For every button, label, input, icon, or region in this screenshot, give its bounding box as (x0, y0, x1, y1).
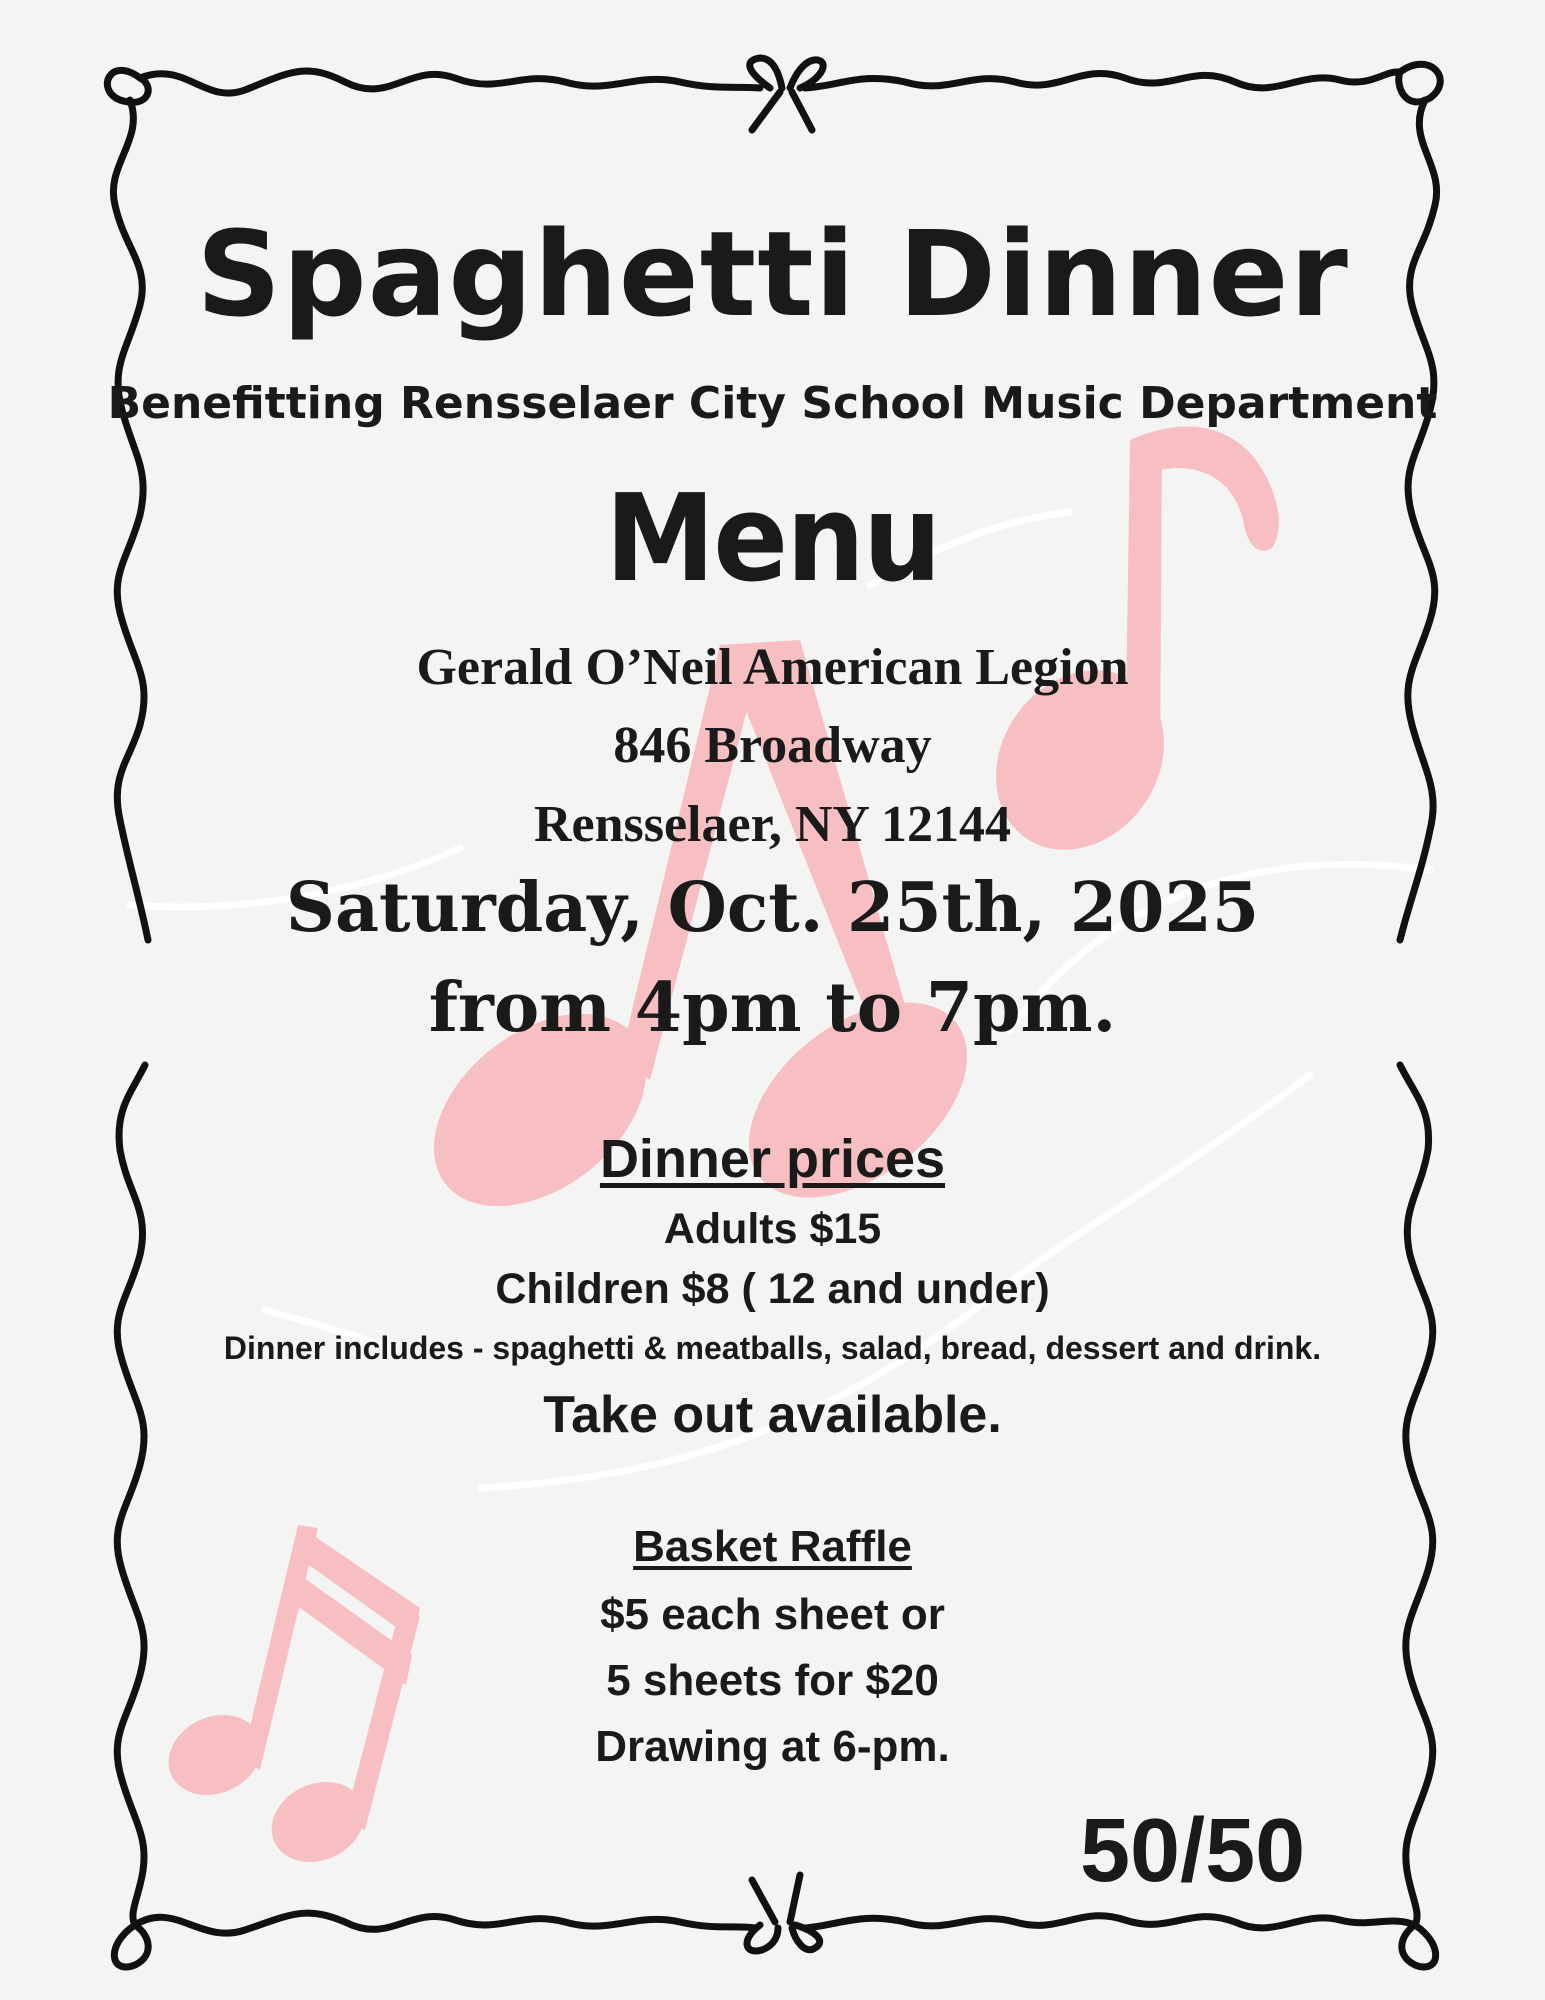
border-left-lower (117, 1065, 145, 1925)
raffle-line-1: $5 each sheet or (600, 1590, 945, 1639)
event-time: from 4pm to 7pm. (428, 968, 1117, 1048)
border-top (140, 71, 760, 93)
takeout-note: Take out available. (543, 1386, 1002, 1444)
event-subtitle: Benefitting Rensselaer City School Music Department (107, 378, 1438, 429)
event-title: Spaghetti Dinner (196, 205, 1349, 343)
venue-name: Gerald O’Neil American Legion (416, 639, 1129, 696)
fifty-fifty-label: 50/50 (1080, 1801, 1306, 1901)
bow-icon (750, 58, 823, 130)
venue-street: 846 Broadway (613, 717, 932, 774)
child-price: Children $8 ( 12 and under) (495, 1265, 1050, 1313)
menu-heading: Menu (605, 470, 940, 609)
basket-raffle-heading: Basket Raffle (633, 1522, 912, 1571)
border-right-lower (1400, 1065, 1433, 1925)
border-bottom (135, 1913, 755, 1933)
venue-city: Rensselaer, NY 12144 (533, 796, 1012, 853)
bottom-bow-icon (747, 1875, 820, 1951)
raffle-line-3: Drawing at 6-pm. (595, 1722, 950, 1771)
adult-price: Adults $15 (663, 1205, 882, 1253)
raffle-line-2: 5 sheets for $20 (606, 1656, 939, 1705)
dinner-includes: Dinner includes - spaghetti & meatballs, salad, bread, dessert and drink. (223, 1330, 1322, 1366)
dinner-prices-heading: Dinner prices (599, 1129, 946, 1189)
event-date: Saturday, Oct. 25th, 2025 (285, 868, 1260, 948)
